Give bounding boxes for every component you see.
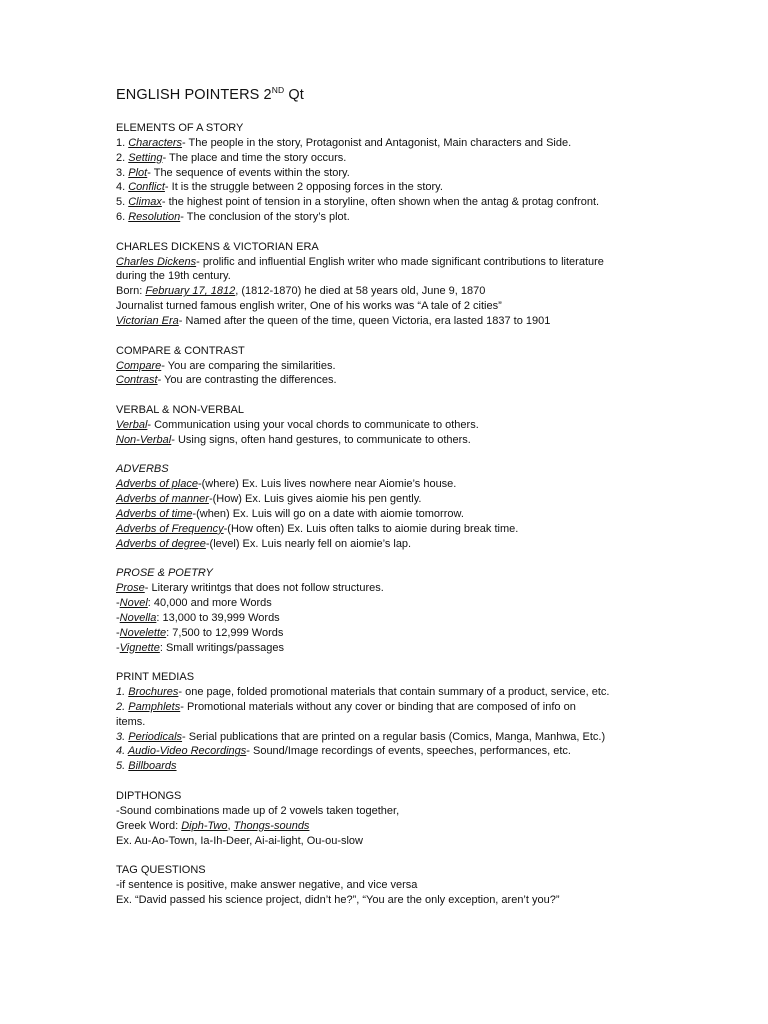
page-title xyxy=(116,86,656,104)
section-heading: PRINT MEDIAS xyxy=(116,671,195,684)
section-tag-questions xyxy=(116,863,656,908)
section-print-medias xyxy=(116,670,656,774)
list-item: 3. Plot- The sequence of events within the story. xyxy=(116,166,350,179)
section-heading: PROSE & POETRY xyxy=(116,567,213,580)
list-item: -Vignette: Small writings/passages xyxy=(116,641,284,654)
term: Victorian Era xyxy=(116,314,179,327)
list-item: -Novelette: 7,500 to 12,999 Words xyxy=(116,626,284,639)
list-item: 2. Setting- The place and time the story occurs. xyxy=(116,151,347,164)
list-item: -Novel: 40,000 and more Words xyxy=(116,597,272,609)
list-item: Adverbs of Frequency-(How often) Ex. Luis often talks to aiomie during break time. xyxy=(116,522,519,535)
term: Climax xyxy=(128,196,162,209)
text-line: Ex. Au-Ao-Town, Ia-Ih-Deer, Ai-ai-light, Ou-ou-slow xyxy=(116,834,363,847)
list-item: Adverbs of manner-(How) Ex. Luis gives aiomie his pen gently. xyxy=(116,493,422,506)
list-item: 3. Periodicals- Serial publications that are printed on a regular basis (Comics, Manga, Manhwa, Etc.) xyxy=(116,730,606,743)
term: Novelette xyxy=(119,626,167,639)
list-item: 5. Billboards xyxy=(116,760,177,773)
term: Charles Dickens xyxy=(116,255,197,268)
list-item: 5. Climax- the highest point of tension in a storyline, often shown when the antag & protag confront. xyxy=(116,196,600,209)
list-item: 2. Pamphlets- Promotional materials without any cover or binding that are composed of info on xyxy=(116,700,576,713)
list-item: Prose- Literary writintgs that does not follow structures. xyxy=(116,582,384,595)
term: Contrast xyxy=(116,374,158,387)
section-heading: VERBAL & NON-VERBAL xyxy=(116,404,244,417)
section-prose-poetry xyxy=(116,566,656,655)
list-item-continuation: items. xyxy=(116,715,146,728)
text-line: -Sound combinations made up of 2 vowels taken together, xyxy=(116,804,400,817)
text-line: Greek Word: Diph-Two, Thongs-sounds xyxy=(116,819,310,832)
list-item: 4. Audio-Video Recordings- Sound/Image recordings of events, speeches, performances, etc. xyxy=(116,745,571,758)
text-line: Born: February 17, 1812, (1812-1870) he died at 58 years old, June 9, 1870 xyxy=(116,285,486,298)
term: Novel xyxy=(119,597,148,609)
term: February 17, 1812 xyxy=(145,285,236,298)
list-item: Compare- You are comparing the similarities. xyxy=(116,359,336,372)
term: Audio-Video Recordings xyxy=(127,745,247,758)
term: Verbal xyxy=(116,418,148,431)
term: Setting xyxy=(128,151,163,164)
text-line: Ex. “David passed his science project, didn’t he?”, “You are the only exception, aren’t you?” xyxy=(116,893,560,906)
term: Novella xyxy=(119,611,157,624)
term: Conflict xyxy=(128,181,165,194)
list-item: 6. Resolution- The conclusion of the story’s plot. xyxy=(116,211,350,224)
term: Periodicals xyxy=(128,730,183,743)
section-heading: ADVERBS xyxy=(116,463,169,476)
term: Adverbs of degree xyxy=(116,537,206,550)
list-item: -Novella: 13,000 to 39,999 Words xyxy=(116,611,280,624)
title-superscript: ND xyxy=(271,85,285,95)
term: Pamphlets xyxy=(128,700,181,713)
section-heading: TAG QUESTIONS xyxy=(116,864,206,877)
text-line: during the 19th century. xyxy=(116,270,231,283)
text-line: Charles Dickens- prolific and influential English writer who made significant contributions to literature xyxy=(116,255,604,268)
list-item: 1. Characters- The people in the story, Protagonist and Antagonist, Main characters and Side. xyxy=(116,136,572,149)
section-heading: COMPARE & CONTRAST xyxy=(116,344,245,357)
document-page xyxy=(116,86,656,923)
title-suffix: Qt xyxy=(284,87,304,103)
term: Prose xyxy=(116,582,145,595)
term: Billboards xyxy=(128,760,177,773)
text-line: -if sentence is positive, make answer negative, and vice versa xyxy=(116,879,418,892)
section-heading: ELEMENTS OF A STORY xyxy=(116,122,244,134)
term: Brochures xyxy=(128,686,179,699)
list-item: Contrast- You are contrasting the differences. xyxy=(116,374,337,387)
section-compare-contrast xyxy=(116,344,656,389)
text-line: Victorian Era- Named after the queen of the time, queen Victoria, era lasted 1837 to 1901 xyxy=(116,314,551,327)
term: Non-Verbal xyxy=(116,433,172,446)
section-elements-of-a-story xyxy=(116,121,656,225)
section-diphthongs xyxy=(116,789,656,848)
list-item: 1. Brochures- one page, folded promotional materials that contain summary of a product, service, etc. xyxy=(116,686,610,699)
list-item: Adverbs of time-(when) Ex. Luis will go on a date with aiomie tomorrow. xyxy=(116,507,464,520)
term: Compare xyxy=(116,359,162,372)
term: Resolution xyxy=(128,211,181,224)
list-item: Non-Verbal- Using signs, often hand gestures, to communicate to others. xyxy=(116,433,471,446)
list-item: 4. Conflict- It is the struggle between 2 opposing forces in the story. xyxy=(116,181,443,194)
list-item: Verbal- Communication using your vocal chords to communicate to others. xyxy=(116,418,479,431)
section-adverbs xyxy=(116,462,656,551)
term: Adverbs of Frequency xyxy=(116,522,224,535)
term: Adverbs of manner xyxy=(116,493,209,506)
term: Adverbs of place xyxy=(116,478,198,491)
section-verbal-nonverbal xyxy=(116,403,656,448)
term: Vignette xyxy=(119,641,160,654)
list-item: Adverbs of degree-(level) Ex. Luis nearly fell on aiomie’s lap. xyxy=(116,537,412,550)
term: Adverbs of time xyxy=(116,507,193,520)
term: Diph-Two xyxy=(181,819,228,832)
list-item: Adverbs of place-(where) Ex. Luis lives nowhere near Aiomie’s house. xyxy=(116,478,457,491)
section-heading: DIPTHONGS xyxy=(116,789,182,802)
term: Thongs-sounds xyxy=(233,819,310,832)
term: Plot xyxy=(128,166,148,179)
text-line: Journalist turned famous english writer, One of his works was “A tale of 2 cities” xyxy=(116,300,502,313)
title-text: ENGLISH POINTERS 2 xyxy=(116,87,272,103)
section-heading: CHARLES DICKENS & VICTORIAN ERA xyxy=(116,240,319,253)
section-charles-dickens xyxy=(116,240,656,329)
term: Characters xyxy=(128,136,183,149)
